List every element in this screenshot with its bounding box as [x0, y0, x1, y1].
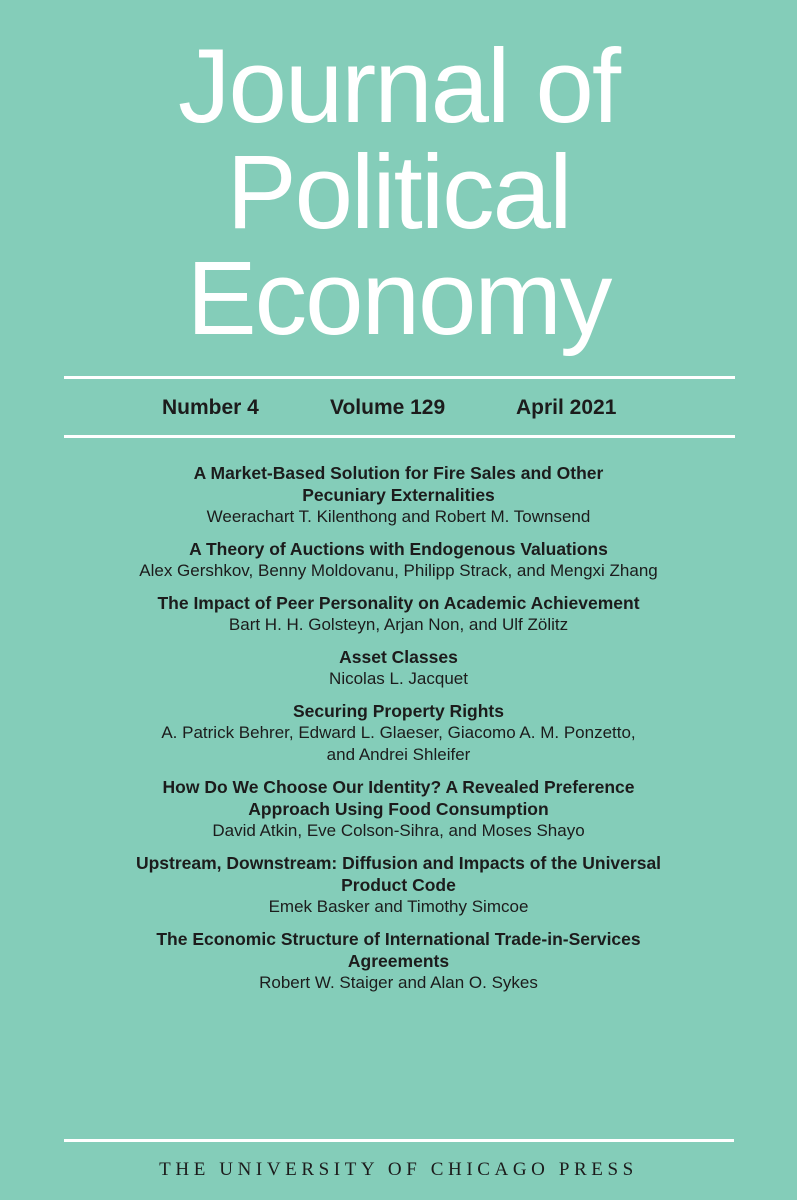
top-divider — [64, 376, 735, 379]
article-title: A Theory of Auctions with Endogenous Valuations — [189, 539, 608, 559]
issue-info — [0, 396, 797, 422]
article-title: How Do We Choose Our Identity? A Revealed Preference Approach Using Food Consumption — [162, 777, 635, 819]
issue-volume: Volume 129 — [330, 396, 446, 419]
article-entry — [60, 928, 737, 994]
article-authors: Alex Gershkov, Benny Moldovanu, Philipp Strack, and Mengxi Zhang — [139, 561, 658, 580]
article-authors: A. Patrick Behrer, Edward L. Glaeser, Giacomo A. M. Ponzetto, and Andrei Shleifer — [161, 723, 636, 764]
article-authors: Bart H. H. Golsteyn, Arjan Non, and Ulf Zölitz — [228, 615, 569, 634]
article-authors: Weerachart T. Kilenthong and Robert M. Townsend — [206, 507, 591, 526]
article-authors: Emek Basker and Timothy Simcoe — [268, 897, 529, 916]
journal-title — [0, 28, 797, 357]
article-entry — [60, 592, 737, 636]
article-entry — [60, 462, 737, 528]
article-authors: Robert W. Staiger and Alan O. Sykes — [259, 973, 538, 992]
article-entry — [60, 538, 737, 582]
article-entry — [60, 700, 737, 766]
bottom-divider — [64, 1139, 734, 1142]
article-title: The Economic Structure of International Trade-in-Services Agreements — [156, 929, 641, 971]
article-entry — [60, 776, 737, 842]
issue-date: April 2021 — [516, 396, 617, 419]
journal-title-line-1: Journal of — [177, 28, 620, 145]
publisher-name: THE UNIVERSITY OF CHICAGO PRESS — [159, 1159, 638, 1180]
article-title: A Market-Based Solution for Fire Sales and Other Pecuniary Externalities — [193, 463, 604, 505]
middle-divider — [64, 435, 735, 438]
journal-title-line-3: Economy — [186, 240, 611, 357]
article-title: Asset Classes — [339, 647, 458, 667]
article-authors: David Atkin, Eve Colson-Sihra, and Moses Shayo — [212, 821, 585, 840]
journal-title-line-2: Political — [226, 134, 571, 251]
article-authors: Nicolas L. Jacquet — [329, 669, 468, 688]
article-entry — [60, 646, 737, 690]
article-entry — [60, 852, 737, 918]
article-title: Securing Property Rights — [292, 701, 504, 721]
issue-number: Number 4 — [162, 396, 259, 419]
table-of-contents — [60, 462, 737, 1004]
article-title: The Impact of Peer Personality on Academic Achievement — [157, 593, 640, 613]
article-title: Upstream, Downstream: Diffusion and Impacts of the Universal Product Code — [135, 853, 662, 895]
